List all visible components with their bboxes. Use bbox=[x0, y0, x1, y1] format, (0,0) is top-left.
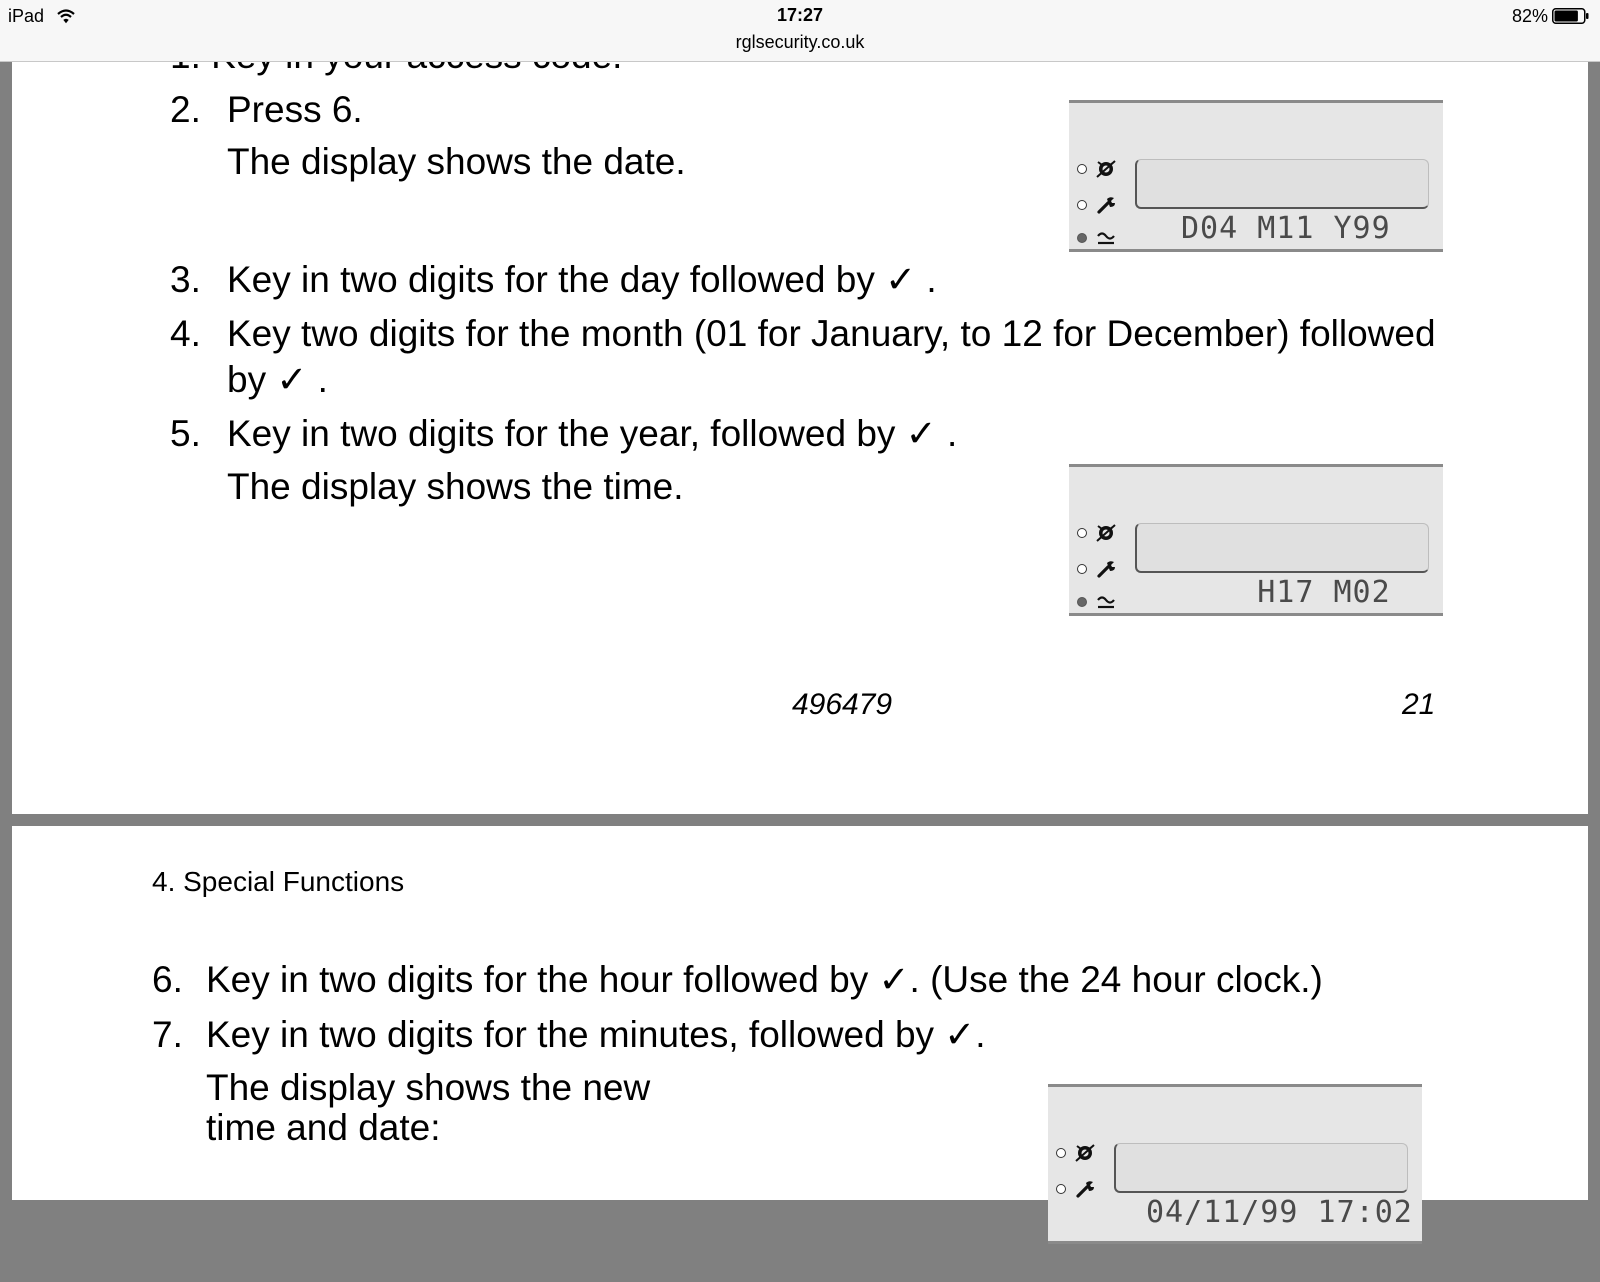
document-number: 496479 bbox=[792, 688, 893, 721]
device-name: iPad bbox=[8, 6, 45, 26]
step-text: by ✓ . bbox=[227, 359, 328, 400]
wrench-icon bbox=[1095, 195, 1117, 220]
step-text: Key in two digits for the day followed by ✓ . bbox=[227, 259, 937, 300]
wrench-icon bbox=[1095, 559, 1117, 584]
step-number: 6. bbox=[152, 959, 183, 1000]
mains-power-icon bbox=[1095, 228, 1117, 253]
service-led bbox=[1077, 200, 1087, 210]
service-led bbox=[1056, 1184, 1066, 1194]
alarm-bell-icon bbox=[1074, 1143, 1096, 1168]
section-title: 4. Special Functions bbox=[152, 866, 405, 897]
alarm-led bbox=[1077, 528, 1087, 538]
step-number: 3. bbox=[170, 259, 201, 300]
service-indicator bbox=[1077, 195, 1127, 217]
keypad-display-datetime bbox=[1048, 1084, 1422, 1244]
step-number: 7. bbox=[152, 1014, 183, 1055]
service-indicator bbox=[1077, 559, 1127, 581]
document-page-22 bbox=[12, 826, 1588, 1230]
service-indicator bbox=[1056, 1179, 1106, 1201]
step-text: The display shows the new bbox=[206, 1067, 651, 1108]
step-text: The display shows the time. bbox=[227, 466, 684, 507]
battery-percentage: 82% bbox=[1511, 6, 1548, 26]
wrench-icon bbox=[1074, 1179, 1096, 1204]
alarm-indicator bbox=[1077, 159, 1127, 181]
keypad-display-date bbox=[1069, 100, 1443, 252]
alarm-indicator bbox=[1056, 1143, 1106, 1165]
mains-power-icon bbox=[1095, 592, 1117, 617]
mains-indicator bbox=[1077, 592, 1127, 614]
mains-led bbox=[1077, 233, 1087, 243]
mains-led bbox=[1077, 597, 1087, 607]
clock-time: 17:27 bbox=[776, 5, 824, 25]
battery-icon bbox=[1552, 8, 1590, 29]
alarm-led bbox=[1077, 164, 1087, 174]
document-page-21 bbox=[12, 62, 1588, 814]
time-readout-text: H17 M02 bbox=[1181, 575, 1391, 610]
step-number: 5. bbox=[170, 413, 201, 454]
step-text: Key in two digits for the hour followed by ✓. (Use the 24 hour clock.) bbox=[206, 959, 1323, 1000]
alarm-led bbox=[1056, 1148, 1066, 1158]
step-number: 4. bbox=[170, 313, 201, 354]
step-text: The display shows the date. bbox=[227, 141, 686, 182]
date-readout-text: D04 M11 Y99 bbox=[1181, 211, 1391, 246]
date-readout bbox=[1135, 159, 1429, 246]
step-number: 2. bbox=[170, 89, 201, 130]
step-text: Key in two digits for the minutes, followed by ✓. bbox=[206, 1014, 986, 1055]
alarm-indicator bbox=[1077, 523, 1127, 545]
page-number: 21 bbox=[1402, 688, 1436, 721]
alarm-bell-icon bbox=[1095, 159, 1117, 184]
step-text: Press 6. bbox=[227, 89, 363, 130]
datetime-readout bbox=[1114, 1143, 1413, 1230]
alarm-bell-icon bbox=[1095, 523, 1117, 548]
service-led bbox=[1077, 564, 1087, 574]
address-url[interactable]: rglsecurity.co.uk bbox=[735, 32, 865, 52]
status-bar bbox=[0, 0, 1600, 62]
step-text: Key two digits for the month (01 for January, to 12 for December) followed bbox=[227, 313, 1436, 354]
keypad-display-time bbox=[1069, 464, 1443, 616]
step-text: Key in two digits for the year, followed by ✓ . bbox=[227, 413, 958, 454]
mains-indicator bbox=[1077, 228, 1127, 250]
step-text: time and date: bbox=[206, 1107, 441, 1148]
datetime-readout-text: 04/11/99 17:02 bbox=[1146, 1195, 1413, 1230]
time-readout bbox=[1135, 523, 1429, 610]
